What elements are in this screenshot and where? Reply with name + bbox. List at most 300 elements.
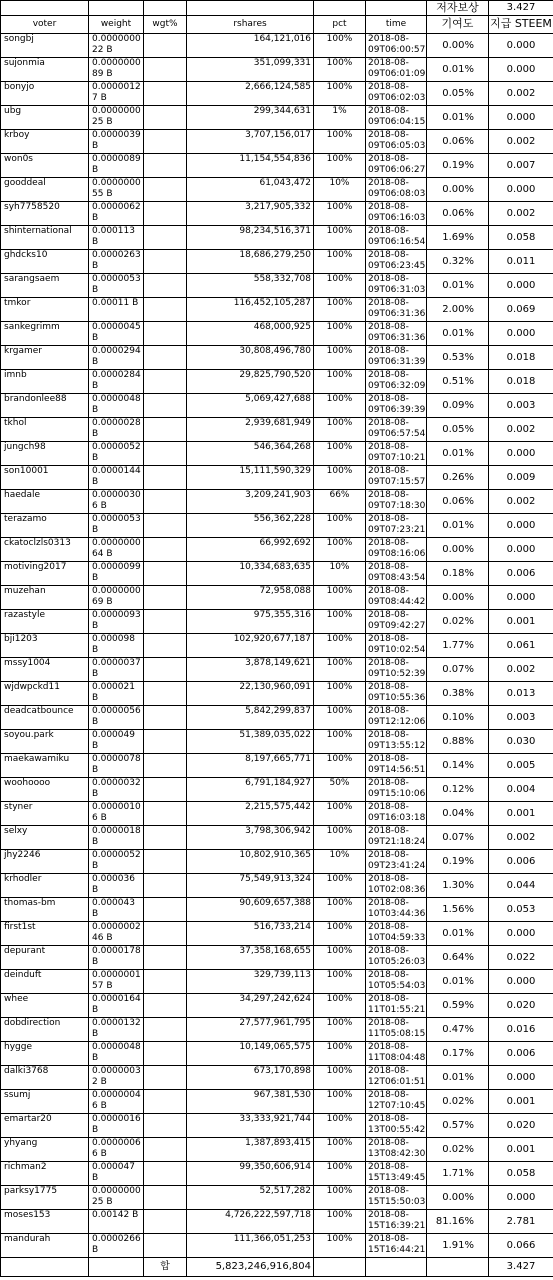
wgt-pct-cell[interactable] xyxy=(144,82,187,106)
rshares-cell[interactable]: 3,217,905,332 xyxy=(187,202,314,226)
weight-cell[interactable]: 0.0000048 B xyxy=(89,394,144,418)
payout-cell[interactable]: 0.000 xyxy=(489,442,553,466)
rshares-cell[interactable]: 468,000,925 xyxy=(187,322,314,346)
wgt-pct-cell[interactable] xyxy=(144,250,187,274)
rshares-cell[interactable]: 975,355,316 xyxy=(187,610,314,634)
wgt-pct-cell[interactable] xyxy=(144,970,187,994)
time-cell[interactable]: 2018-08-09T15:10:06 xyxy=(366,778,427,802)
payout-cell[interactable]: 0.002 xyxy=(489,82,553,106)
rshares-cell[interactable]: 29,825,790,520 xyxy=(187,370,314,394)
wgt-pct-cell[interactable] xyxy=(144,898,187,922)
pct-cell[interactable]: 100% xyxy=(314,634,366,658)
rshares-cell[interactable]: 61,043,472 xyxy=(187,178,314,202)
header-voter[interactable]: voter xyxy=(1,16,89,34)
contribution-cell[interactable]: 0.88% xyxy=(427,730,489,754)
time-cell[interactable]: 2018-08-09T10:55:36 xyxy=(366,682,427,706)
voter-cell[interactable]: krboy xyxy=(1,130,89,154)
contribution-cell[interactable]: 0.06% xyxy=(427,130,489,154)
payout-cell[interactable]: 0.011 xyxy=(489,250,553,274)
voter-cell[interactable]: sujonmia xyxy=(1,58,89,82)
pct-cell[interactable]: 100% xyxy=(314,658,366,682)
pct-cell[interactable]: 66% xyxy=(314,490,366,514)
time-cell[interactable]: 2018-08-09T06:39:39 xyxy=(366,394,427,418)
wgt-pct-cell[interactable] xyxy=(144,994,187,1018)
voter-cell[interactable]: krhodler xyxy=(1,874,89,898)
wgt-pct-cell[interactable] xyxy=(144,562,187,586)
contribution-cell[interactable]: 0.02% xyxy=(427,610,489,634)
rshares-cell[interactable]: 22,130,960,091 xyxy=(187,682,314,706)
contribution-cell[interactable]: 0.01% xyxy=(427,1066,489,1090)
author-reward-label[interactable]: 저자보상 xyxy=(427,1,489,16)
pct-cell[interactable]: 100% xyxy=(314,58,366,82)
payout-cell[interactable]: 0.016 xyxy=(489,1018,553,1042)
weight-cell[interactable]: 0.0000039 B xyxy=(89,130,144,154)
weight-cell[interactable]: 0.000000055 B xyxy=(89,178,144,202)
payout-cell[interactable]: 0.000 xyxy=(489,970,553,994)
voter-cell[interactable]: syh7758520 xyxy=(1,202,89,226)
wgt-pct-cell[interactable] xyxy=(144,586,187,610)
time-cell[interactable]: 2018-08-09T13:55:12 xyxy=(366,730,427,754)
pct-cell[interactable]: 100% xyxy=(314,970,366,994)
payout-cell[interactable]: 0.006 xyxy=(489,850,553,874)
rshares-cell[interactable]: 329,739,113 xyxy=(187,970,314,994)
payout-cell[interactable]: 0.007 xyxy=(489,154,553,178)
wgt-pct-cell[interactable] xyxy=(144,1234,187,1258)
header-payout[interactable]: 지급 STEEM xyxy=(489,16,553,34)
payout-cell[interactable]: 0.000 xyxy=(489,106,553,130)
wgt-pct-cell[interactable] xyxy=(144,58,187,82)
rshares-cell[interactable]: 98,234,516,371 xyxy=(187,226,314,250)
time-cell[interactable]: 2018-08-10T05:26:03 xyxy=(366,946,427,970)
wgt-pct-cell[interactable] xyxy=(144,754,187,778)
wgt-pct-cell[interactable] xyxy=(144,370,187,394)
payout-cell[interactable]: 0.018 xyxy=(489,370,553,394)
wgt-pct-cell[interactable] xyxy=(144,226,187,250)
time-cell[interactable]: 2018-08-09T09:42:27 xyxy=(366,610,427,634)
header-rshares[interactable]: rshares xyxy=(187,16,314,34)
time-cell[interactable]: 2018-08-09T08:16:06 xyxy=(366,538,427,562)
weight-cell[interactable]: 0.000000064 B xyxy=(89,538,144,562)
weight-cell[interactable]: 0.0000032 B xyxy=(89,778,144,802)
voter-cell[interactable]: ckatoclzls0313 xyxy=(1,538,89,562)
wgt-pct-cell[interactable] xyxy=(144,1162,187,1186)
wgt-pct-cell[interactable] xyxy=(144,658,187,682)
pct-cell[interactable]: 1% xyxy=(314,106,366,130)
rshares-cell[interactable]: 2,215,575,442 xyxy=(187,802,314,826)
time-cell[interactable]: 2018-08-15T16:44:21 xyxy=(366,1234,427,1258)
rshares-cell[interactable]: 2,939,681,949 xyxy=(187,418,314,442)
pct-cell[interactable]: 100% xyxy=(314,922,366,946)
rshares-cell[interactable]: 10,802,910,365 xyxy=(187,850,314,874)
time-cell[interactable]: 2018-08-09T06:08:03 xyxy=(366,178,427,202)
voter-cell[interactable]: tmkor xyxy=(1,298,89,322)
voter-cell[interactable]: songbj xyxy=(1,34,89,58)
header-contribution[interactable]: 기여도 xyxy=(427,16,489,34)
contribution-cell[interactable]: 1.91% xyxy=(427,1234,489,1258)
contribution-cell[interactable]: 0.51% xyxy=(427,370,489,394)
time-cell[interactable]: 2018-08-09T06:01:09 xyxy=(366,58,427,82)
pct-cell[interactable]: 100% xyxy=(314,274,366,298)
time-cell[interactable]: 2018-08-09T08:43:54 xyxy=(366,562,427,586)
weight-cell[interactable]: 0.00000306 B xyxy=(89,490,144,514)
weight-cell[interactable]: 0.0000284 B xyxy=(89,370,144,394)
time-cell[interactable]: 2018-08-09T23:41:24 xyxy=(366,850,427,874)
author-reward-value[interactable]: 3.427 xyxy=(489,1,553,16)
voter-cell[interactable]: hygge xyxy=(1,1042,89,1066)
rshares-cell[interactable]: 90,609,657,388 xyxy=(187,898,314,922)
wgt-pct-cell[interactable] xyxy=(144,298,187,322)
rshares-cell[interactable]: 673,170,898 xyxy=(187,1066,314,1090)
rshares-cell[interactable]: 3,209,241,903 xyxy=(187,490,314,514)
voter-cell[interactable]: maekawamiku xyxy=(1,754,89,778)
contribution-cell[interactable]: 0.00% xyxy=(427,586,489,610)
wgt-pct-cell[interactable] xyxy=(144,1090,187,1114)
payout-cell[interactable]: 0.058 xyxy=(489,1162,553,1186)
weight-cell[interactable]: 0.0000037 B xyxy=(89,658,144,682)
contribution-cell[interactable]: 0.01% xyxy=(427,514,489,538)
total-payout[interactable]: 3.427 xyxy=(489,1258,553,1277)
wgt-pct-cell[interactable] xyxy=(144,274,187,298)
contribution-cell[interactable]: 0.17% xyxy=(427,1042,489,1066)
pct-cell[interactable]: 100% xyxy=(314,34,366,58)
rshares-cell[interactable]: 5,069,427,688 xyxy=(187,394,314,418)
time-cell[interactable]: 2018-08-09T06:06:27 xyxy=(366,154,427,178)
pct-cell[interactable]: 100% xyxy=(314,586,366,610)
wgt-pct-cell[interactable] xyxy=(144,778,187,802)
rshares-cell[interactable]: 52,517,282 xyxy=(187,1186,314,1210)
contribution-cell[interactable]: 0.02% xyxy=(427,1090,489,1114)
weight-cell[interactable]: 0.0000016 B xyxy=(89,1114,144,1138)
wgt-pct-cell[interactable] xyxy=(144,634,187,658)
pct-cell[interactable]: 10% xyxy=(314,178,366,202)
contribution-cell[interactable]: 0.06% xyxy=(427,202,489,226)
weight-cell[interactable]: 0.000098 B xyxy=(89,634,144,658)
payout-cell[interactable]: 0.002 xyxy=(489,130,553,154)
rshares-cell[interactable]: 299,344,631 xyxy=(187,106,314,130)
voter-cell[interactable]: mssy1004 xyxy=(1,658,89,682)
voter-cell[interactable]: krgamer xyxy=(1,346,89,370)
rshares-cell[interactable]: 111,366,051,253 xyxy=(187,1234,314,1258)
rshares-cell[interactable]: 967,381,530 xyxy=(187,1090,314,1114)
contribution-cell[interactable]: 0.59% xyxy=(427,994,489,1018)
pct-cell[interactable]: 100% xyxy=(314,874,366,898)
empty-cell[interactable] xyxy=(427,1258,489,1277)
pct-cell[interactable]: 100% xyxy=(314,1210,366,1234)
voter-cell[interactable]: jhy2246 xyxy=(1,850,89,874)
contribution-cell[interactable]: 0.14% xyxy=(427,754,489,778)
contribution-cell[interactable]: 0.02% xyxy=(427,1138,489,1162)
voter-cell[interactable]: bonyjo xyxy=(1,82,89,106)
pct-cell[interactable]: 100% xyxy=(314,706,366,730)
wgt-pct-cell[interactable] xyxy=(144,442,187,466)
contribution-cell[interactable]: 1.69% xyxy=(427,226,489,250)
contribution-cell[interactable]: 0.07% xyxy=(427,826,489,850)
voter-cell[interactable]: styner xyxy=(1,802,89,826)
voter-cell[interactable]: whee xyxy=(1,994,89,1018)
payout-cell[interactable]: 0.002 xyxy=(489,826,553,850)
voter-cell[interactable]: sarangsaem xyxy=(1,274,89,298)
wgt-pct-cell[interactable] xyxy=(144,346,187,370)
contribution-cell[interactable]: 0.09% xyxy=(427,394,489,418)
payout-cell[interactable]: 0.000 xyxy=(489,58,553,82)
weight-cell[interactable]: 0.000000025 B xyxy=(89,106,144,130)
time-cell[interactable]: 2018-08-09T06:57:54 xyxy=(366,418,427,442)
rshares-cell[interactable]: 546,364,268 xyxy=(187,442,314,466)
rshares-cell[interactable]: 102,920,677,187 xyxy=(187,634,314,658)
weight-cell[interactable]: 0.0000089 B xyxy=(89,154,144,178)
pct-cell[interactable]: 100% xyxy=(314,130,366,154)
voter-cell[interactable]: jungch98 xyxy=(1,442,89,466)
weight-cell[interactable]: 0.0000045 B xyxy=(89,322,144,346)
pct-cell[interactable]: 10% xyxy=(314,850,366,874)
weight-cell[interactable]: 0.00000032 B xyxy=(89,1066,144,1090)
wgt-pct-cell[interactable] xyxy=(144,1042,187,1066)
payout-cell[interactable]: 0.000 xyxy=(489,1066,553,1090)
wgt-pct-cell[interactable] xyxy=(144,850,187,874)
time-cell[interactable]: 2018-08-10T04:59:33 xyxy=(366,922,427,946)
voter-cell[interactable]: ssumj xyxy=(1,1090,89,1114)
voter-cell[interactable]: first1st xyxy=(1,922,89,946)
pct-cell[interactable]: 100% xyxy=(314,1234,366,1258)
voter-cell[interactable]: ubg xyxy=(1,106,89,130)
voter-cell[interactable]: dobdirection xyxy=(1,1018,89,1042)
time-cell[interactable]: 2018-08-12T06:01:51 xyxy=(366,1066,427,1090)
wgt-pct-cell[interactable] xyxy=(144,130,187,154)
wgt-pct-cell[interactable] xyxy=(144,706,187,730)
voter-cell[interactable]: haedale xyxy=(1,490,89,514)
voter-cell[interactable]: parksy1775 xyxy=(1,1186,89,1210)
time-cell[interactable]: 2018-08-09T06:04:15 xyxy=(366,106,427,130)
pct-cell[interactable]: 100% xyxy=(314,1186,366,1210)
total-rshares[interactable]: 5,823,246,916,804 xyxy=(187,1258,314,1277)
payout-cell[interactable]: 0.000 xyxy=(489,178,553,202)
rshares-cell[interactable]: 10,149,065,575 xyxy=(187,1042,314,1066)
wgt-pct-cell[interactable] xyxy=(144,394,187,418)
rshares-cell[interactable]: 164,121,016 xyxy=(187,34,314,58)
rshares-cell[interactable]: 34,297,242,624 xyxy=(187,994,314,1018)
time-cell[interactable]: 2018-08-09T10:52:39 xyxy=(366,658,427,682)
weight-cell[interactable]: 0.00000046 B xyxy=(89,1090,144,1114)
voter-cell[interactable]: soyou.park xyxy=(1,730,89,754)
time-cell[interactable]: 2018-08-09T07:15:57 xyxy=(366,466,427,490)
time-cell[interactable]: 2018-08-09T10:02:54 xyxy=(366,634,427,658)
voter-cell[interactable]: shinternational xyxy=(1,226,89,250)
time-cell[interactable]: 2018-08-13T00:55:42 xyxy=(366,1114,427,1138)
contribution-cell[interactable]: 0.05% xyxy=(427,82,489,106)
time-cell[interactable]: 2018-08-09T06:31:36 xyxy=(366,298,427,322)
weight-cell[interactable]: 0.000049 B xyxy=(89,730,144,754)
wgt-pct-cell[interactable] xyxy=(144,106,187,130)
weight-cell[interactable]: 0.00011 B xyxy=(89,298,144,322)
contribution-cell[interactable]: 0.64% xyxy=(427,946,489,970)
pct-cell[interactable]: 100% xyxy=(314,994,366,1018)
wgt-pct-cell[interactable] xyxy=(144,538,187,562)
weight-cell[interactable]: 0.0000052 B xyxy=(89,850,144,874)
pct-cell[interactable]: 100% xyxy=(314,442,366,466)
contribution-cell[interactable]: 0.01% xyxy=(427,922,489,946)
time-cell[interactable]: 2018-08-09T12:12:06 xyxy=(366,706,427,730)
voter-cell[interactable]: yhyang xyxy=(1,1138,89,1162)
weight-cell[interactable]: 0.0000294 B xyxy=(89,346,144,370)
payout-cell[interactable]: 0.003 xyxy=(489,394,553,418)
wgt-pct-cell[interactable] xyxy=(144,946,187,970)
rshares-cell[interactable]: 4,726,222,597,718 xyxy=(187,1210,314,1234)
contribution-cell[interactable]: 0.05% xyxy=(427,418,489,442)
payout-cell[interactable]: 0.044 xyxy=(489,874,553,898)
payout-cell[interactable]: 0.000 xyxy=(489,322,553,346)
contribution-cell[interactable]: 0.19% xyxy=(427,850,489,874)
contribution-cell[interactable]: 1.30% xyxy=(427,874,489,898)
rshares-cell[interactable]: 51,389,035,022 xyxy=(187,730,314,754)
contribution-cell[interactable]: 0.01% xyxy=(427,970,489,994)
voter-cell[interactable]: mandurah xyxy=(1,1234,89,1258)
time-cell[interactable]: 2018-08-09T21:18:24 xyxy=(366,826,427,850)
weight-cell[interactable]: 0.000000069 B xyxy=(89,586,144,610)
empty-cell[interactable] xyxy=(1,1258,89,1277)
rshares-cell[interactable]: 116,452,105,287 xyxy=(187,298,314,322)
weight-cell[interactable]: 0.00000106 B xyxy=(89,802,144,826)
contribution-cell[interactable]: 0.47% xyxy=(427,1018,489,1042)
time-cell[interactable]: 2018-08-11T01:55:21 xyxy=(366,994,427,1018)
voter-cell[interactable]: gooddeal xyxy=(1,178,89,202)
voter-cell[interactable]: selxy xyxy=(1,826,89,850)
rshares-cell[interactable]: 15,111,590,329 xyxy=(187,466,314,490)
time-cell[interactable]: 2018-08-09T07:23:21 xyxy=(366,514,427,538)
pct-cell[interactable]: 100% xyxy=(314,682,366,706)
weight-cell[interactable]: 0.0000056 B xyxy=(89,706,144,730)
pct-cell[interactable]: 100% xyxy=(314,370,366,394)
contribution-cell[interactable]: 0.57% xyxy=(427,1114,489,1138)
time-cell[interactable]: 2018-08-09T16:03:18 xyxy=(366,802,427,826)
pct-cell[interactable]: 100% xyxy=(314,250,366,274)
voter-cell[interactable]: dalki3768 xyxy=(1,1066,89,1090)
voter-cell[interactable]: muzehan xyxy=(1,586,89,610)
contribution-cell[interactable]: 0.01% xyxy=(427,442,489,466)
header-pct[interactable]: pct xyxy=(314,16,366,34)
wgt-pct-cell[interactable] xyxy=(144,874,187,898)
weight-cell[interactable]: 0.0000178 B xyxy=(89,946,144,970)
contribution-cell[interactable]: 0.19% xyxy=(427,154,489,178)
wgt-pct-cell[interactable] xyxy=(144,418,187,442)
rshares-cell[interactable]: 30,808,496,780 xyxy=(187,346,314,370)
rshares-cell[interactable]: 27,577,961,795 xyxy=(187,1018,314,1042)
wgt-pct-cell[interactable] xyxy=(144,1186,187,1210)
pct-cell[interactable]: 100% xyxy=(314,1042,366,1066)
voter-cell[interactable]: moses153 xyxy=(1,1210,89,1234)
payout-cell[interactable]: 0.000 xyxy=(489,34,553,58)
payout-cell[interactable]: 0.001 xyxy=(489,1138,553,1162)
rshares-cell[interactable]: 351,099,331 xyxy=(187,58,314,82)
rshares-cell[interactable]: 72,958,088 xyxy=(187,586,314,610)
payout-cell[interactable]: 0.069 xyxy=(489,298,553,322)
payout-cell[interactable]: 0.058 xyxy=(489,226,553,250)
empty-cell[interactable] xyxy=(366,1258,427,1277)
payout-cell[interactable]: 0.061 xyxy=(489,634,553,658)
time-cell[interactable]: 2018-08-10T05:54:03 xyxy=(366,970,427,994)
pct-cell[interactable]: 50% xyxy=(314,778,366,802)
time-cell[interactable]: 2018-08-09T06:16:54 xyxy=(366,226,427,250)
rshares-cell[interactable]: 516,733,214 xyxy=(187,922,314,946)
voter-cell[interactable]: deadcatbounce xyxy=(1,706,89,730)
payout-cell[interactable]: 0.001 xyxy=(489,1090,553,1114)
pct-cell[interactable]: 100% xyxy=(314,754,366,778)
time-cell[interactable]: 2018-08-10T03:44:36 xyxy=(366,898,427,922)
contribution-cell[interactable]: 2.00% xyxy=(427,298,489,322)
voter-cell[interactable]: brandonlee88 xyxy=(1,394,89,418)
pct-cell[interactable]: 100% xyxy=(314,226,366,250)
voter-cell[interactable]: deinduft xyxy=(1,970,89,994)
wgt-pct-cell[interactable] xyxy=(144,1210,187,1234)
payout-cell[interactable]: 0.002 xyxy=(489,658,553,682)
payout-cell[interactable]: 0.002 xyxy=(489,418,553,442)
contribution-cell[interactable]: 0.53% xyxy=(427,346,489,370)
rshares-cell[interactable]: 3,798,306,942 xyxy=(187,826,314,850)
payout-cell[interactable]: 0.006 xyxy=(489,562,553,586)
weight-cell[interactable]: 0.000000089 B xyxy=(89,58,144,82)
time-cell[interactable]: 2018-08-09T14:56:51 xyxy=(366,754,427,778)
voter-cell[interactable]: depurant xyxy=(1,946,89,970)
wgt-pct-cell[interactable] xyxy=(144,730,187,754)
voter-cell[interactable]: tkhol xyxy=(1,418,89,442)
weight-cell[interactable]: 0.000000157 B xyxy=(89,970,144,994)
pct-cell[interactable]: 100% xyxy=(314,946,366,970)
payout-cell[interactable]: 0.006 xyxy=(489,1042,553,1066)
contribution-cell[interactable]: 0.26% xyxy=(427,466,489,490)
pct-cell[interactable]: 100% xyxy=(314,1138,366,1162)
payout-cell[interactable]: 0.030 xyxy=(489,730,553,754)
payout-cell[interactable]: 0.003 xyxy=(489,706,553,730)
voter-cell[interactable]: ghdcks10 xyxy=(1,250,89,274)
pct-cell[interactable]: 100% xyxy=(314,1090,366,1114)
weight-cell[interactable]: 0.000036 B xyxy=(89,874,144,898)
wgt-pct-cell[interactable] xyxy=(144,490,187,514)
wgt-pct-cell[interactable] xyxy=(144,202,187,226)
rshares-cell[interactable]: 11,154,554,836 xyxy=(187,154,314,178)
weight-cell[interactable]: 0.0000018 B xyxy=(89,826,144,850)
time-cell[interactable]: 2018-08-15T13:49:45 xyxy=(366,1162,427,1186)
rshares-cell[interactable]: 18,686,279,250 xyxy=(187,250,314,274)
header-time[interactable]: time xyxy=(366,16,427,34)
wgt-pct-cell[interactable] xyxy=(144,322,187,346)
pct-cell[interactable]: 100% xyxy=(314,154,366,178)
voter-cell[interactable]: won0s xyxy=(1,154,89,178)
weight-cell[interactable]: 0.0000028 B xyxy=(89,418,144,442)
wgt-pct-cell[interactable] xyxy=(144,682,187,706)
pct-cell[interactable]: 100% xyxy=(314,1066,366,1090)
time-cell[interactable]: 2018-08-15T16:39:21 xyxy=(366,1210,427,1234)
time-cell[interactable]: 2018-08-10T02:08:36 xyxy=(366,874,427,898)
time-cell[interactable]: 2018-08-09T06:31:36 xyxy=(366,322,427,346)
wgt-pct-cell[interactable] xyxy=(144,34,187,58)
pct-cell[interactable]: 100% xyxy=(314,802,366,826)
time-cell[interactable]: 2018-08-09T08:44:42 xyxy=(366,586,427,610)
empty-cell[interactable] xyxy=(89,1258,144,1277)
contribution-cell[interactable]: 0.00% xyxy=(427,1186,489,1210)
contribution-cell[interactable]: 0.00% xyxy=(427,34,489,58)
payout-cell[interactable]: 0.013 xyxy=(489,682,553,706)
payout-cell[interactable]: 0.066 xyxy=(489,1234,553,1258)
pct-cell[interactable]: 100% xyxy=(314,610,366,634)
rshares-cell[interactable]: 558,332,708 xyxy=(187,274,314,298)
contribution-cell[interactable]: 1.77% xyxy=(427,634,489,658)
voter-cell[interactable]: thomas-bm xyxy=(1,898,89,922)
time-cell[interactable]: 2018-08-09T07:10:21 xyxy=(366,442,427,466)
weight-cell[interactable]: 0.00142 B xyxy=(89,1210,144,1234)
time-cell[interactable]: 2018-08-09T06:31:03 xyxy=(366,274,427,298)
wgt-pct-cell[interactable] xyxy=(144,1018,187,1042)
payout-cell[interactable]: 0.000 xyxy=(489,274,553,298)
wgt-pct-cell[interactable] xyxy=(144,178,187,202)
